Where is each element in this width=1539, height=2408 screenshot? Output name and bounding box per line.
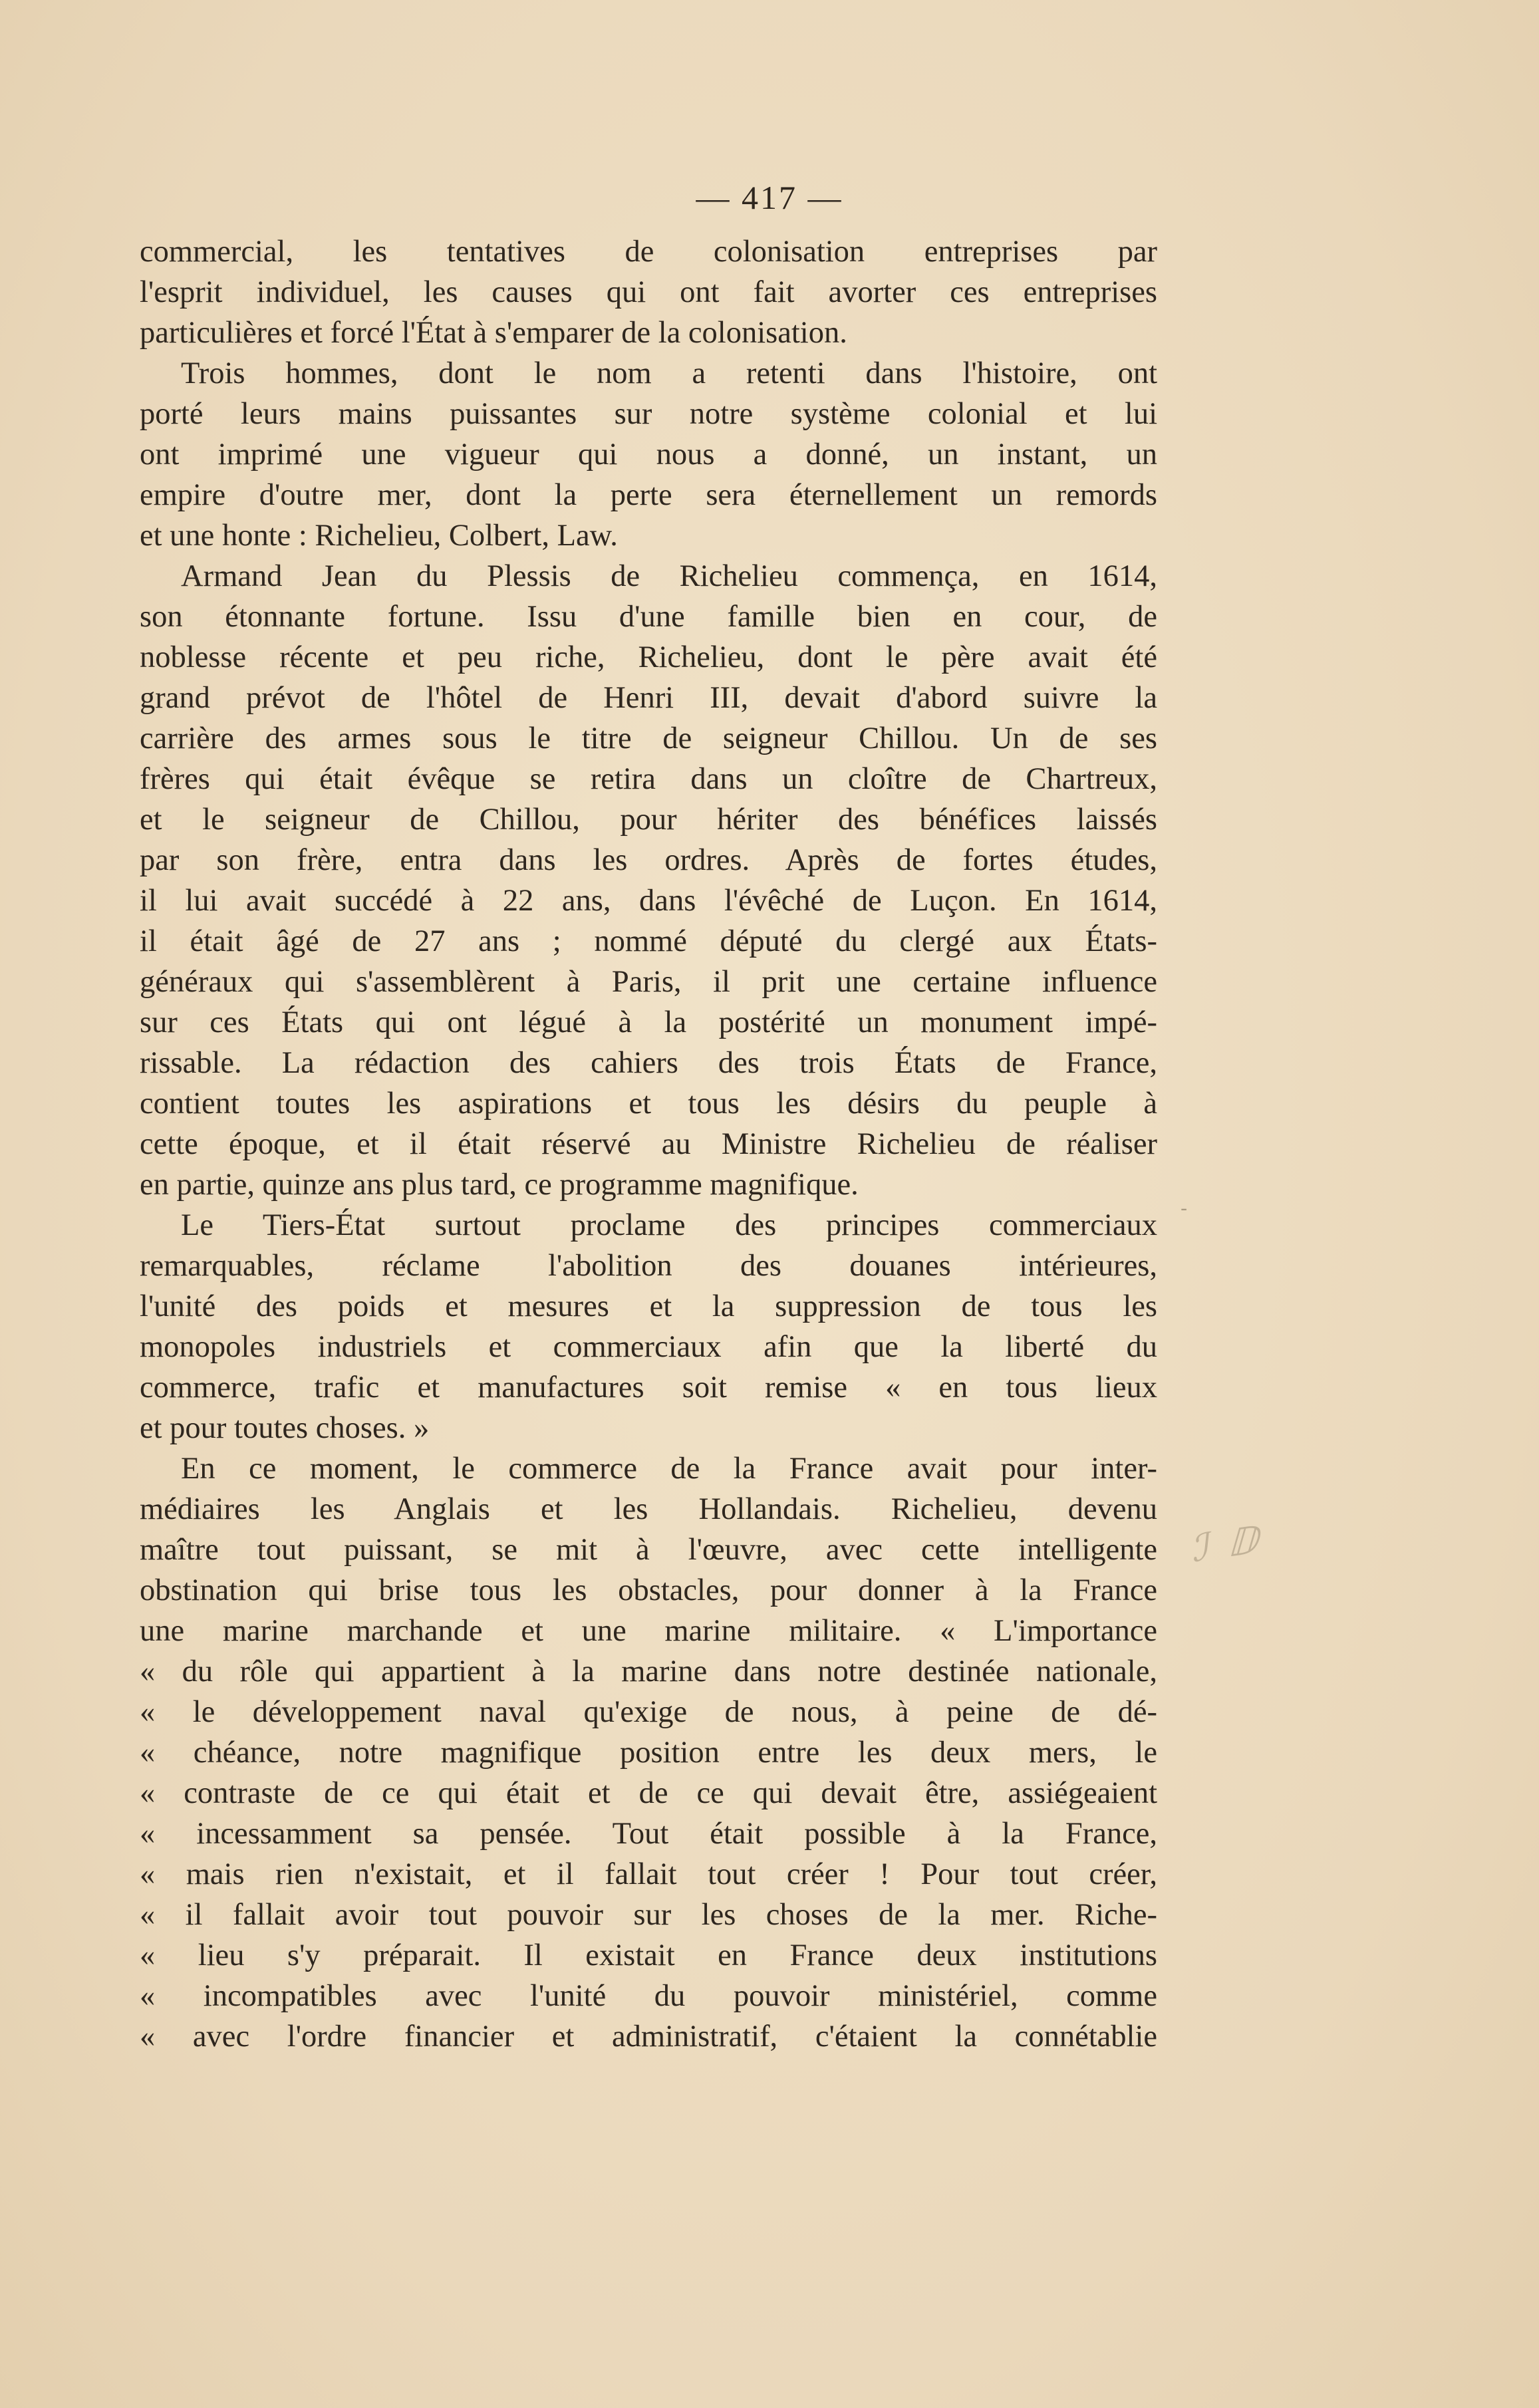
text-line: « lieu s'y préparait. Il existait en France deux institutions: [140, 1939, 1157, 1972]
text-line: « il fallait avoir tout pouvoir sur les choses de la mer. Riche-: [140, 1898, 1157, 1932]
text-line: maître tout puissant, se mit à l'œuvre, avec cette intelligente: [140, 1533, 1157, 1567]
text-line: « contraste de ce qui était et de ce qui devait être, assiégeaient: [140, 1776, 1157, 1810]
text-line: « chéance, notre magnifique position entre les deux mers, le: [140, 1736, 1157, 1770]
text-line: l'esprit individuel, les causes qui ont fait avorter ces entreprises: [140, 275, 1157, 309]
page-number: — 417 —: [696, 179, 843, 216]
text-line: monopoles industriels et commerciaux afin que la liberté du: [140, 1330, 1157, 1364]
text-line: commercial, les tentatives de colonisation entreprises par: [140, 235, 1157, 269]
text-line: « incompatibles avec l'unité du pouvoir ministériel, comme: [140, 1979, 1157, 2013]
text-line: Trois hommes, dont le nom a retenti dans l'histoire, ont: [181, 356, 1157, 390]
text-line: remarquables, réclame l'abolition des douanes intérieures,: [140, 1249, 1157, 1283]
text-line: noblesse récente et peu riche, Richelieu, dont le père avait été: [140, 640, 1157, 674]
text-line: porté leurs mains puissantes sur notre système colonial et lui: [140, 397, 1157, 431]
text-line: grand prévot de l'hôtel de Henri III, devait d'abord suivre la: [140, 681, 1157, 715]
text-line: et pour toutes choses. »: [140, 1411, 430, 1445]
text-line: « avec l'ordre financier et administratif, c'étaient la connétablie: [140, 2020, 1157, 2054]
text-line: une marine marchande et une marine militaire. « L'importance: [140, 1614, 1157, 1648]
text-line: par son frère, entra dans les ordres. Après de fortes études,: [140, 843, 1157, 877]
text-line: il lui avait succédé à 22 ans, dans l'évêché de Luçon. En 1614,: [140, 884, 1157, 918]
text-line: En ce moment, le commerce de la France avait pour inter-: [181, 1452, 1157, 1486]
text-line: contient toutes les aspirations et tous les désirs du peuple à: [140, 1087, 1157, 1121]
text-line: cette époque, et il était réservé au Ministre Richelieu de réaliser: [140, 1127, 1157, 1161]
text-line: « mais rien n'existait, et il fallait tout créer ! Pour tout créer,: [140, 1857, 1157, 1891]
text-line: « le développement naval qu'exige de nous, à peine de dé-: [140, 1695, 1157, 1729]
text-line: rissable. La rédaction des cahiers des trois États de France,: [140, 1046, 1157, 1080]
text-line: carrière des armes sous le titre de seigneur Chillou. Un de ses: [140, 722, 1157, 755]
text-line: l'unité des poids et mesures et la suppression de tous les: [140, 1289, 1157, 1323]
text-line: et une honte : Richelieu, Colbert, Law.: [140, 519, 618, 553]
text-line: en partie, quinze ans plus tard, ce programme magnifique.: [140, 1168, 859, 1202]
handwritten-margin-annotation: ℐ ⅅ: [1188, 1518, 1265, 1571]
text-line: il était âgé de 27 ans ; nommé député du clergé aux États-: [140, 924, 1157, 958]
text-line: ont imprimé une vigueur qui nous a donné, un instant, un: [140, 438, 1157, 471]
text-line: Le Tiers-État surtout proclame des principes commerciaux: [181, 1208, 1157, 1242]
text-line: « incessamment sa pensée. Tout était possible à la France,: [140, 1817, 1157, 1851]
text-line: sur ces États qui ont légué à la postérité un monument impé-: [140, 1005, 1157, 1039]
body-text: [140, 231, 1157, 2057]
text-line: commerce, trafic et manufactures soit remise « en tous lieux: [140, 1371, 1157, 1405]
text-line: particulières et forcé l'État à s'emparer de la colonisation.: [140, 316, 847, 350]
text-line: médiaires les Anglais et les Hollandais. Richelieu, devenu: [140, 1492, 1157, 1526]
text-line: Armand Jean du Plessis de Richelieu commença, en 1614,: [181, 559, 1157, 593]
text-line: obstination qui brise tous les obstacles, pour donner à la France: [140, 1573, 1157, 1607]
margin-dash-mark: -: [1181, 1197, 1188, 1220]
text-line: empire d'outre mer, dont la perte sera éternellement un remords: [140, 478, 1157, 512]
text-line: généraux qui s'assemblèrent à Paris, il prit une certaine influence: [140, 965, 1157, 999]
text-line: frères qui était évêque se retira dans un cloître de Chartreux,: [140, 762, 1157, 796]
text-line: « du rôle qui appartient à la marine dans notre destinée nationale,: [140, 1655, 1157, 1688]
text-line: son étonnante fortune. Issu d'une famille bien en cour, de: [140, 600, 1157, 634]
text-line: et le seigneur de Chillou, pour hériter des bénéfices laissés: [140, 803, 1157, 837]
